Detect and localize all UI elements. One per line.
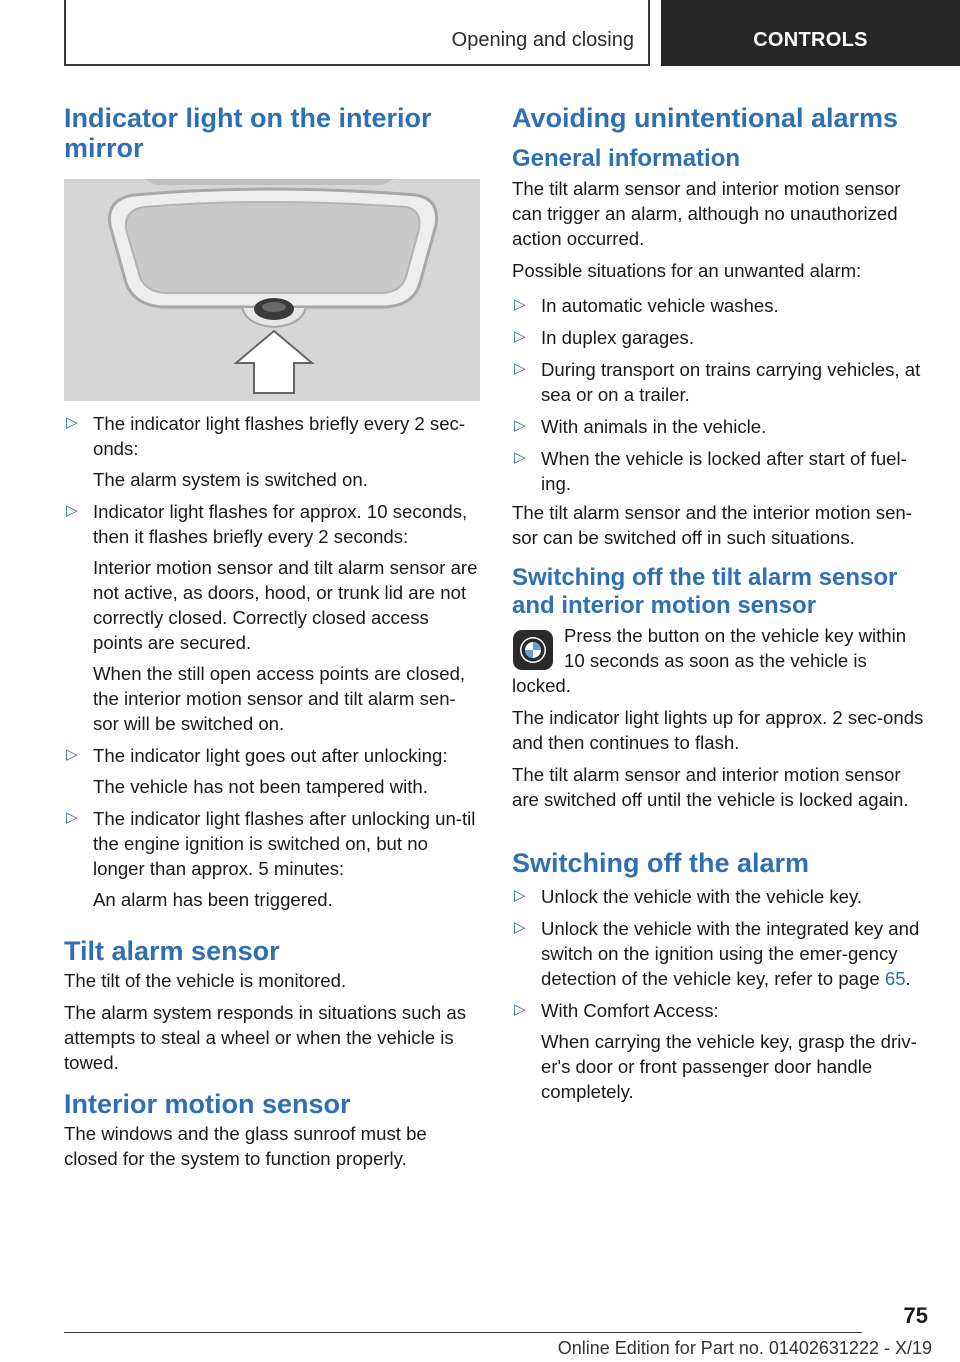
switch-off-alarm-list: [512, 884, 930, 1104]
triangle-bullet-icon: ▷: [514, 417, 526, 434]
triangle-bullet-icon: ▷: [66, 809, 78, 826]
avoid-paragraph-2: Possible situations for an unwanted alarm:: [512, 260, 862, 281]
triangle-bullet-icon: ▷: [514, 360, 526, 377]
header-chapter-tab: [661, 0, 960, 66]
triangle-bullet-icon: ▷: [514, 1001, 526, 1018]
tilt-paragraph-2: The alarm system responds in situations such as attempts to steal a wheel or when the vehicle is towed.: [64, 1002, 467, 1073]
header-section-box: [64, 0, 650, 66]
switch-sensor-paragraph-2: The indicator light lights up for approx. 2 sec‐onds and then continues to flash.: [512, 707, 924, 753]
heading-switching-off-sensors: Switching off the tilt alarm sensor and interior motion sensor: [512, 564, 898, 619]
page-reference-link[interactable]: 65: [884, 968, 906, 989]
list-item: ▷ Unlock the vehicle with the vehicle key.: [514, 886, 863, 907]
triangle-bullet-icon: ▷: [514, 449, 526, 466]
avoid-paragraph-3: The tilt alarm sensor and the interior motion sen‐sor can be switched off in such situations.: [512, 502, 912, 548]
heading-avoiding-alarms: Avoiding unintentional alarms: [512, 103, 899, 133]
avoid-paragraph-1: The tilt alarm sensor and interior motion sensor can trigger an alarm, although no unauthorized action occurred.: [512, 178, 901, 249]
triangle-bullet-icon: ▷: [66, 746, 78, 763]
triangle-bullet-icon: ▷: [66, 502, 78, 519]
switch-sensor-paragraph-1: Press the button on the vehicle key within 10 seconds as soon as the vehicle is locked.: [512, 625, 907, 696]
list-item: ▷ Unlock the vehicle with the integrated key and switch on the ignition using the emer‐gency detection of the vehicle key, refer to page 65.: [514, 918, 920, 989]
list-item: ▷ Indicator light flashes for approx. 10 seconds, then it flashes briefly every 2 seconds: Interior motion sensor and tilt alarm sensor are not active, as doors, hood, or trunk lid are not correctly closed. Correctly closed access points are secured. When the still open access points are closed, the interior motion sensor and tilt alarm sen‐sor will be switched on.: [66, 501, 478, 734]
interior-mirror-illustration: [64, 179, 480, 401]
header-chapter-title: CONTROLS: [753, 29, 868, 51]
list-item: ▷ The indicator light flashes after unlocking un‐til the engine ignition is switched on, but no longer than approx. 5 minutes: An alarm has been triggered.: [66, 808, 476, 910]
unwanted-alarm-list: [512, 293, 930, 496]
heading-general-information: General information: [512, 145, 741, 172]
heading-switching-off-alarm: Switching off the alarm: [512, 848, 810, 878]
heading-indicator-light: Indicator light on the interior mirror: [64, 103, 432, 163]
list-item: ▷ In duplex garages.: [514, 327, 694, 348]
heading-interior-motion-sensor: Interior motion sensor: [64, 1089, 351, 1119]
key-button-instruction: [512, 623, 930, 698]
motion-paragraph-1: The windows and the glass sunroof must be closed for the system to function properly.: [64, 1123, 427, 1169]
header-section-title: Opening and closing: [451, 29, 634, 51]
list-item: ▷ During transport on trains carrying vehicles, at sea or on a trailer.: [514, 359, 921, 405]
tilt-paragraph-1: The tilt of the vehicle is monitored.: [64, 970, 347, 991]
triangle-bullet-icon: ▷: [66, 414, 78, 431]
list-item: ▷ When the vehicle is locked after start of fuel‐ing.: [514, 448, 907, 494]
footer-divider: [64, 1332, 862, 1333]
heading-tilt-alarm-sensor: Tilt alarm sensor: [64, 936, 280, 966]
list-item: ▷ The indicator light flashes briefly every 2 sec‐onds: The alarm system is switched on.: [66, 413, 466, 490]
right-column: [512, 103, 930, 1111]
bmw-key-button-icon: [512, 629, 554, 671]
page-number: 75: [903, 1303, 928, 1328]
footer-edition: Online Edition for Part no. 01402631222 - X/19: [557, 1338, 932, 1358]
triangle-bullet-icon: ▷: [514, 296, 526, 313]
triangle-bullet-icon: ▷: [514, 328, 526, 345]
triangle-bullet-icon: ▷: [514, 919, 526, 936]
triangle-bullet-icon: ▷: [514, 887, 526, 904]
left-column: [64, 103, 480, 1171]
list-item: ▷ With Comfort Access: When carrying the vehicle key, grasp the driv‐er's door or front passenger door handle completely.: [514, 1000, 917, 1102]
mirror-drawing: [64, 179, 480, 401]
list-item: ▷ With animals in the vehicle.: [514, 416, 767, 437]
list-item: ▷ In automatic vehicle washes.: [514, 295, 779, 316]
switch-sensor-paragraph-3: The tilt alarm sensor and interior motion sensor are switched off until the vehicle is locked again.: [512, 764, 909, 810]
list-item: ▷ The indicator light goes out after unlocking: The vehicle has not been tampered with.: [66, 745, 448, 797]
indicator-light-list: [64, 411, 480, 912]
